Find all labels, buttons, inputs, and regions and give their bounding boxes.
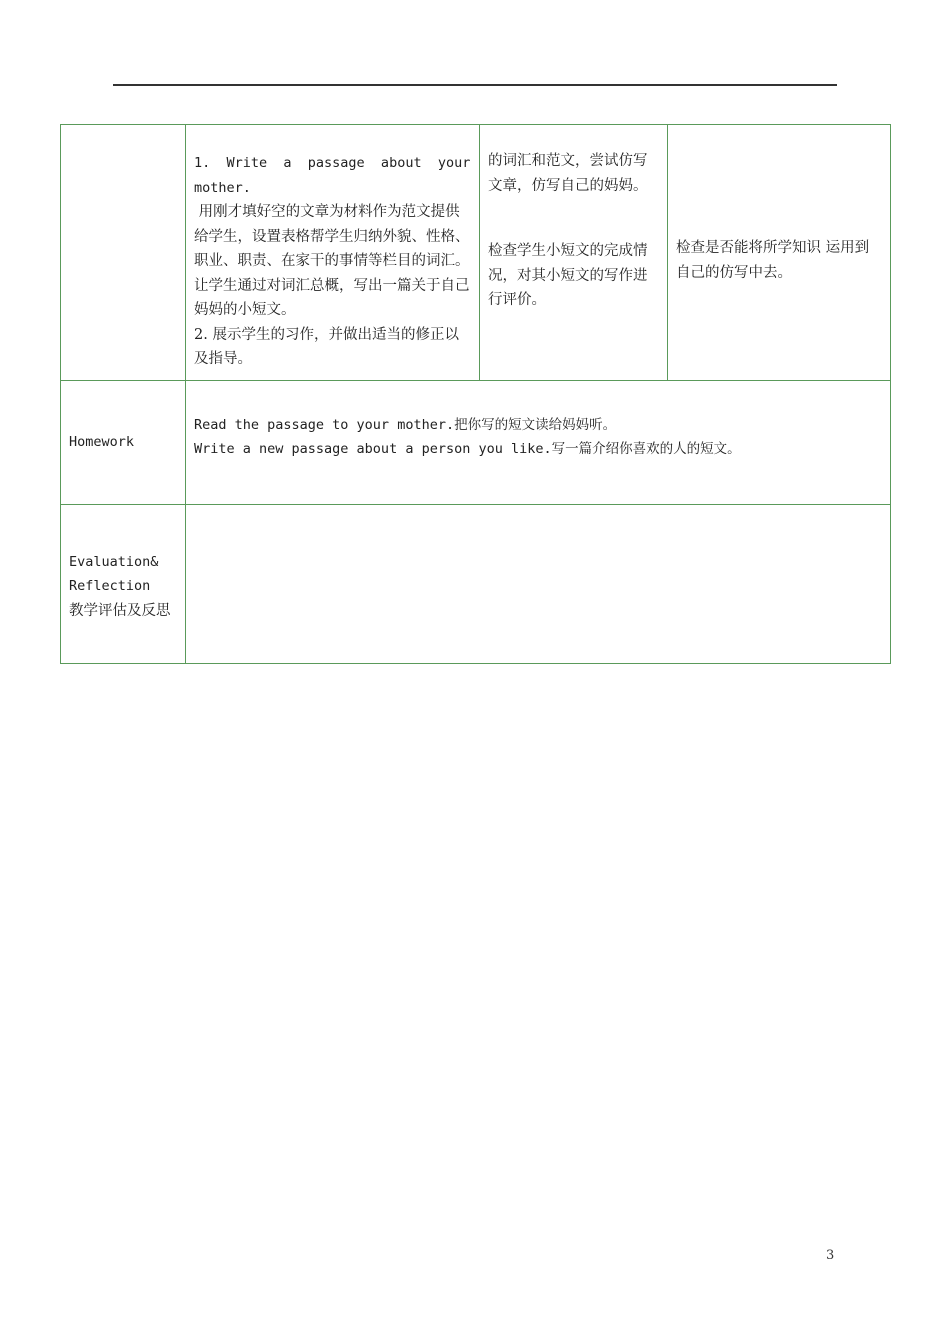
lesson-plan-table: [60, 124, 891, 664]
row-label-empty: [61, 125, 186, 381]
evaluation-label-cn: 教学评估及反思: [69, 602, 171, 619]
purpose-cell: [668, 125, 891, 381]
evaluation-content-cell: [186, 504, 891, 663]
evaluation-label-cell: [61, 504, 186, 663]
student-activity-part2: 检查学生小短文的完成情况，对其小短文的写作进行评价。: [488, 243, 648, 308]
student-activity-part1: 的词汇和范文，尝试仿写文章，仿写自己的妈妈。: [488, 153, 648, 194]
homework-label-cell: [61, 380, 186, 504]
writing-task-item2: 2. 展示学生的习作，并做出适当的修正以及指导。: [194, 326, 459, 367]
evaluation-label-en2: Reflection: [69, 578, 151, 595]
writing-task-description: 用刚才填好空的文章为材料作为范文提供给学生，设置表格帮学生归纳外貌、性格、职业、职责、在家干的事情等栏目的词汇。让学生通过对词汇总概，写出一篇关于自己妈妈的小短文。: [194, 204, 470, 318]
table-row-writing: [61, 125, 891, 381]
homework-line1: Read the passage to your mother.把你写的短文读给妈妈听。: [194, 416, 617, 433]
teacher-activity-cell: [186, 125, 480, 381]
table-row-evaluation: [61, 504, 891, 663]
writing-task-line2: mother.: [194, 179, 251, 196]
purpose-text: 检查是否能将所学知识 运用到自己的仿写中去。: [676, 240, 870, 281]
evaluation-label-en1: Evaluation&: [69, 553, 159, 570]
page-number: 3: [826, 1248, 835, 1263]
student-activity-cell: [480, 125, 668, 381]
homework-label: Homework: [69, 433, 135, 450]
table-row-homework: [61, 380, 891, 504]
header-rule: [113, 84, 837, 86]
homework-content-cell: [186, 380, 891, 504]
homework-line2: Write a new passage about a person you like.写一篇介绍你喜欢的人的短文。: [194, 441, 741, 457]
writing-task-line1: 1. Write a passage about your: [194, 155, 471, 171]
